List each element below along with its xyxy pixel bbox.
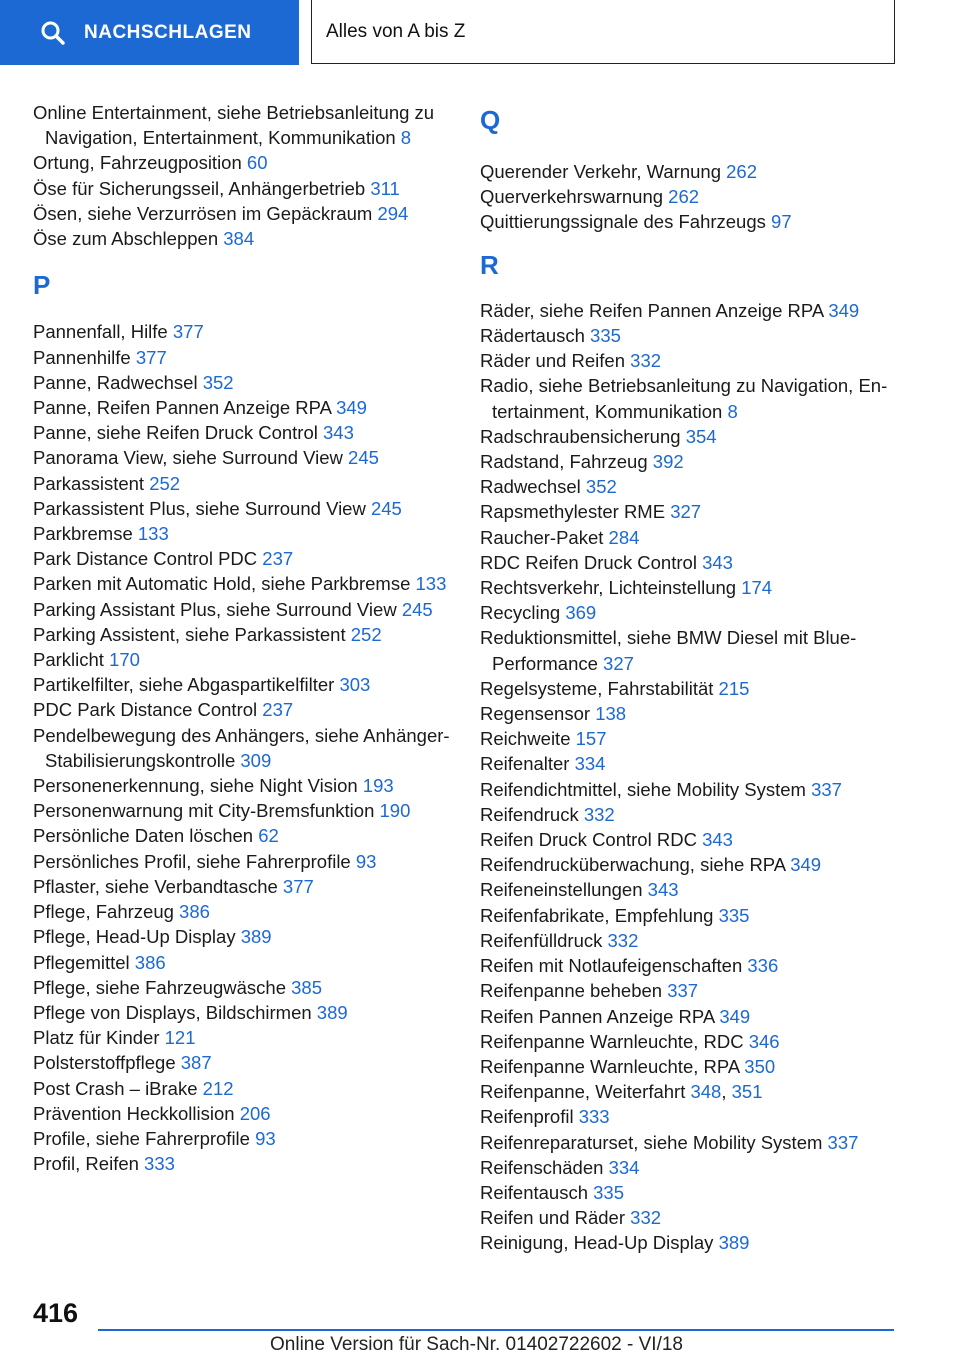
page-link[interactable]: 389 [240, 926, 272, 948]
index-entry [33, 496, 453, 521]
index-entry [480, 726, 930, 751]
index-entry [480, 1104, 930, 1129]
entry-term: Reifen mit Notlaufeigenschaften [480, 955, 743, 977]
page-link[interactable]: 327 [603, 652, 634, 674]
index-entry [33, 1126, 453, 1151]
entry-term: Reifenalter [480, 753, 570, 775]
entry-term: Reifenfabrikate, Empfehlung [480, 904, 714, 926]
page-link[interactable]: 193 [362, 775, 394, 797]
entry-term: Platz für Kinder [33, 1027, 160, 1049]
index-entry [480, 827, 930, 852]
entry-term: Panne, Reifen Pannen Anzeige RPA [33, 397, 331, 419]
index-entry [33, 420, 453, 445]
index-entry [33, 345, 453, 370]
page-link[interactable]: 332 [630, 350, 662, 372]
entry-term: Online Entertainment, siehe Betriebsanleitung zu Navigation, Entertainment, Kommunikation [33, 102, 435, 149]
index-entry [480, 903, 930, 928]
index-entry [480, 751, 930, 776]
entry-group-q [480, 159, 930, 235]
index-entry [33, 899, 453, 924]
entry-term: Ösen, siehe Verzurrösen im Gepäckraum [33, 202, 373, 224]
entry-term: Reifendruck [480, 803, 579, 825]
index-entry [480, 802, 930, 827]
page-link[interactable]: 351 [731, 1081, 763, 1103]
page-link[interactable]: 309 [240, 749, 272, 771]
entry-term: PDC Park Distance Control [33, 699, 258, 721]
page-link[interactable]: 60 [246, 152, 268, 174]
index-entry [480, 424, 930, 449]
page-link[interactable]: 377 [172, 321, 204, 343]
entry-term: Pannenhilfe [33, 346, 131, 368]
page-link[interactable]: 133 [415, 573, 447, 595]
index-entry [480, 525, 930, 550]
entry-term: Reifenpanne beheben [480, 980, 663, 1002]
page-link[interactable]: 93 [255, 1127, 276, 1149]
index-entry [33, 1076, 453, 1101]
page-link[interactable]: 337 [811, 778, 842, 800]
entry-term: Pflege, Head-Up Display [33, 926, 236, 948]
page-link[interactable]: 349 [336, 397, 367, 419]
entry-term: Reifenreparaturset, siehe Mobility System [480, 1131, 823, 1153]
page-link[interactable]: 121 [164, 1027, 196, 1049]
entry-term: Persönliches Profil, siehe Fahrerprofile [33, 850, 351, 872]
page-link[interactable]: 348 [690, 1081, 722, 1103]
index-entry [33, 100, 453, 150]
entry-term: Polsterstoffpflege [33, 1052, 176, 1074]
index-entry [33, 546, 453, 571]
page-link[interactable]: 206 [239, 1102, 271, 1124]
entry-term: Reifen Druck Control RDC [480, 829, 697, 851]
entry-group-r [480, 298, 930, 1256]
page-link[interactable]: 262 [668, 186, 700, 208]
index-entry [480, 1180, 930, 1205]
index-entry [480, 676, 930, 701]
index-entry: Reifenpanne, Weiterfahrt 348, 351 [480, 1081, 763, 1103]
entry-term: Öse zum Abschleppen [33, 228, 219, 250]
page-link[interactable]: 334 [608, 1156, 640, 1178]
index-entry [480, 159, 930, 184]
index-entry [480, 373, 930, 423]
entry-term: Partikelfilter, siehe Abgaspartikelfilter [33, 674, 335, 696]
entry-term: Pflegemittel [33, 951, 130, 973]
page-link[interactable]: 215 [718, 677, 750, 699]
entry-term: Pflaster, siehe Verbandtasche [33, 875, 278, 897]
entry-term: Parking Assistant Plus, siehe Surround View [33, 598, 397, 620]
entry-term: Reifenprofil [480, 1106, 574, 1128]
index-entry [480, 852, 930, 877]
page-link[interactable]: 343 [702, 551, 733, 573]
section-letter-p: P [33, 270, 51, 301]
page-link[interactable]: 337 [827, 1131, 859, 1153]
page-link[interactable]: 387 [180, 1052, 212, 1074]
entry-term: Reifen und Räder [480, 1207, 626, 1229]
page-link[interactable]: 311 [370, 177, 400, 199]
index-entry [480, 449, 930, 474]
index-entry [480, 600, 930, 625]
page-link[interactable]: 133 [137, 523, 169, 545]
index-entry [33, 924, 453, 949]
index-entry [480, 474, 930, 499]
entry-term: Reifenfülldruck [480, 929, 603, 951]
page-link[interactable]: 349 [828, 299, 860, 321]
index-entry [480, 1155, 930, 1180]
entry-term: Pannenfall, Hilfe [33, 321, 168, 343]
entry-term: Reifenpanne Warnleuchte, RPA [480, 1055, 740, 1077]
index-entry [480, 953, 930, 978]
entry-term: Personenerkennung, siehe Night Vision [33, 775, 358, 797]
page-link[interactable]: 335 [590, 325, 621, 347]
entry-term: Reichweite [480, 728, 571, 750]
page-link[interactable]: 284 [608, 526, 640, 548]
index-entry [33, 823, 453, 848]
entry-term: Raucher-Paket [480, 526, 604, 548]
page-link[interactable]: 294 [377, 202, 409, 224]
page-link[interactable]: 337 [667, 980, 699, 1002]
page-link[interactable]: 386 [179, 901, 210, 923]
index-entry [33, 975, 453, 1000]
index-entry [33, 319, 453, 344]
page-link[interactable]: 335 [593, 1181, 624, 1203]
entry-term: Radstand, Fahrzeug [480, 451, 648, 473]
entry-term: RDC Reifen Druck Control [480, 551, 697, 573]
page-link[interactable]: 343 [647, 879, 679, 901]
entry-term: Rechtsverkehr, Lichteinstellung [480, 577, 737, 599]
index-entry [33, 521, 453, 546]
tab-nachschlagen[interactable] [0, 0, 299, 65]
entry-term: Pflege von Displays, Bildschirmen [33, 1001, 312, 1023]
page-link[interactable]: 349 [790, 854, 822, 876]
page-link[interactable]: 97 [771, 211, 792, 233]
page-number: 416 [33, 1298, 79, 1328]
page-link[interactable]: 8 [727, 400, 738, 422]
page-link[interactable]: 384 [223, 228, 255, 250]
entry-term: Reifenpanne, Weiterfahrt [480, 1081, 686, 1103]
entry-term: Rapsmethylester RME [480, 501, 666, 523]
index-entry [33, 950, 453, 975]
index-entry [33, 874, 453, 899]
page-link[interactable]: 62 [258, 825, 279, 847]
page-link[interactable]: 352 [202, 371, 234, 393]
entry-term: Reifendrucküberwachung, siehe RPA [480, 854, 786, 876]
index-entry [33, 1050, 453, 1075]
index-column-left [33, 100, 453, 1176]
index-entry [33, 597, 453, 622]
entry-term: Reifen Pannen Anzeige RPA [480, 1005, 715, 1027]
index-entry [33, 395, 453, 420]
page-link[interactable]: 245 [348, 447, 379, 469]
index-entry [33, 201, 453, 226]
index-column-right [480, 100, 930, 1256]
page-link[interactable]: 190 [379, 800, 411, 822]
page-link[interactable]: 93 [355, 850, 377, 872]
entry-term: Querverkehrswarnung [480, 186, 664, 208]
entry-term: Persönliche Daten löschen [33, 825, 254, 847]
page-link[interactable]: 8 [400, 127, 412, 149]
index-entry [480, 877, 930, 902]
index-entry [480, 1054, 930, 1079]
page-link[interactable]: 343 [323, 422, 354, 444]
entry-term: Regensensor [480, 703, 591, 725]
entry-term: Reifentausch [480, 1181, 588, 1203]
entry-term: Parkassistent [33, 472, 145, 494]
entry-term: Öse für Sicherungsseil, Anhängerbetrieb [33, 177, 366, 199]
page-link[interactable]: 349 [719, 1005, 751, 1027]
page-link[interactable]: 333 [144, 1153, 175, 1175]
page-link[interactable]: 377 [282, 875, 314, 897]
index-entry [33, 176, 453, 201]
footer-version: Online Version für Sach-Nr. 01402722602 - VI/18 [270, 1334, 683, 1355]
entry-term: Panne, Radwechsel [33, 371, 198, 393]
page-link[interactable]: 327 [670, 501, 702, 523]
index-entry [33, 150, 453, 175]
page-link[interactable]: 352 [585, 476, 617, 498]
entry-group-o [33, 100, 453, 251]
page-link[interactable]: 346 [748, 1030, 780, 1052]
entry-term: Reifendichtmittel, siehe Mobility System [480, 778, 806, 800]
footer-divider [98, 1329, 894, 1331]
entry-term: Parkbremse [33, 523, 133, 545]
index-entry [33, 647, 453, 672]
entry-term: Parklicht [33, 649, 104, 671]
index-entry [480, 777, 930, 802]
entry-term: Park Distance Control PDC [33, 548, 258, 570]
page-link[interactable]: 392 [652, 451, 684, 473]
page-link[interactable]: 343 [702, 829, 733, 851]
index-entry [480, 499, 930, 524]
page-link[interactable]: 245 [401, 598, 433, 620]
index-entry [480, 550, 930, 575]
entry-term: Parkassistent Plus, siehe Surround View [33, 497, 366, 519]
entry-term: Ortung, Fahrzeugposition [33, 152, 242, 174]
index-entry [480, 1029, 930, 1054]
entry-term: Personenwarnung mit City-Bremsfunktion [33, 800, 375, 822]
page-link[interactable]: 157 [575, 728, 607, 750]
page-link[interactable]: 252 [149, 472, 181, 494]
index-entry [33, 849, 453, 874]
index-entry [480, 928, 930, 953]
page-link[interactable]: 332 [583, 803, 615, 825]
index-entry [33, 697, 453, 722]
page-link[interactable]: 252 [350, 623, 382, 645]
search-icon [40, 20, 66, 46]
entry-term: Panne, siehe Reifen Druck Control [33, 422, 318, 444]
entry-term: Radschraubensicherung [480, 425, 681, 447]
page-link[interactable]: 138 [595, 703, 627, 725]
page-link[interactable]: 332 [607, 929, 639, 951]
entry-term: Post Crash – iBrake [33, 1077, 198, 1099]
index-entry [480, 701, 930, 726]
section-letter-r: R [480, 249, 499, 280]
index-entry [480, 184, 930, 209]
index-entry [33, 571, 453, 596]
breadcrumb-label: Alles von A bis Z [326, 20, 466, 42]
page-link[interactable]: 303 [339, 674, 371, 696]
entry-term: Prävention Heckkollision [33, 1102, 235, 1124]
index-entry [480, 978, 930, 1003]
entry-term: Pendelbewegung des Anhängers, siehe Anhänger-Stabilisierungskontrolle [33, 724, 450, 771]
index-entry [33, 1000, 453, 1025]
index-entry [33, 1101, 453, 1126]
index-entry [480, 348, 930, 373]
index-entry [33, 1025, 453, 1050]
page-link[interactable]: 386 [134, 951, 166, 973]
page-link[interactable]: 170 [109, 649, 140, 671]
entry-term: Regelsysteme, Fahrstabilität [480, 677, 714, 699]
index-entry [33, 471, 453, 496]
entry-term: Parken mit Automatic Hold, siehe Parkbremse [33, 573, 411, 595]
page-link[interactable]: 237 [262, 699, 294, 721]
entry-term: Pflege, siehe Fahrzeugwäsche [33, 976, 286, 998]
entry-term: Pflege, Fahrzeug [33, 901, 174, 923]
page-link[interactable]: 212 [202, 1077, 234, 1099]
tab-label: NACHSCHLAGEN [84, 21, 252, 43]
index-entry [33, 798, 453, 823]
index-entry [480, 1004, 930, 1029]
page-link[interactable]: 245 [370, 497, 402, 519]
index-entry [33, 1151, 453, 1176]
page-link[interactable]: 385 [291, 976, 322, 998]
entry-group-p [33, 319, 453, 1176]
index-entry [33, 370, 453, 395]
index-entry [480, 298, 930, 323]
page-link[interactable]: 335 [718, 904, 750, 926]
entry-term: Reifenschäden [480, 1156, 604, 1178]
index-entry [480, 1205, 930, 1230]
entry-term: Panorama View, siehe Surround View [33, 447, 343, 469]
entry-term: Rädertausch [480, 325, 585, 347]
index-entry [33, 445, 453, 470]
entry-term: Querender Verkehr, Warnung [480, 161, 721, 182]
index-entry [480, 1230, 930, 1255]
entry-term: Recycling [480, 602, 561, 624]
index-entry [480, 1130, 930, 1155]
entry-term: Profile, siehe Fahrerprofile [33, 1127, 250, 1149]
index-entry [33, 622, 453, 647]
page-link[interactable]: 333 [578, 1106, 610, 1128]
page-link[interactable]: 237 [262, 548, 294, 570]
entry-term: Reifeneinstellungen [480, 879, 643, 901]
index-entry [33, 226, 453, 251]
page-link[interactable]: 334 [574, 753, 606, 775]
entry-term: Radio, siehe Betriebsanleitung zu Navigation, Entertainment, Kommunikation [480, 375, 888, 422]
index-entry [33, 672, 453, 697]
page-link[interactable]: 389 [316, 1001, 348, 1023]
index-entry [480, 209, 930, 234]
entry-term: Parking Assistent, siehe Parkassistent [33, 623, 346, 645]
index-entry [480, 323, 930, 348]
entry-term: Reifenpanne Warnleuchte, RDC [480, 1030, 744, 1052]
entry-term: Räder und Reifen [480, 350, 626, 372]
page-link[interactable]: 389 [718, 1232, 750, 1254]
breadcrumb[interactable] [311, 0, 895, 64]
page-link[interactable]: 350 [744, 1055, 776, 1077]
page-link[interactable]: 332 [630, 1207, 662, 1229]
index-entry [480, 575, 930, 600]
entry-term: Reinigung, Head-Up Display [480, 1232, 714, 1254]
page-link[interactable]: 262 [726, 161, 757, 182]
page-link[interactable]: 377 [135, 346, 167, 368]
entry-term: Radwechsel [480, 476, 581, 498]
page-link[interactable]: 369 [565, 602, 597, 624]
section-letter-q: Q [480, 105, 501, 135]
entry-term: Reduktionsmittel, siehe BMW Diesel mit BluePerformance [480, 627, 857, 674]
index-entry [33, 723, 453, 773]
page-link[interactable]: 336 [747, 955, 779, 977]
index-entry [480, 625, 930, 675]
page-link[interactable]: 174 [741, 577, 773, 599]
index-entry [33, 773, 453, 798]
entry-term: Räder, siehe Reifen Pannen Anzeige RPA [480, 299, 824, 321]
entry-term: Quittierungssignale des Fahrzeugs [480, 211, 766, 233]
entry-term: Profil, Reifen [33, 1153, 139, 1175]
page-link[interactable]: 354 [685, 425, 717, 447]
